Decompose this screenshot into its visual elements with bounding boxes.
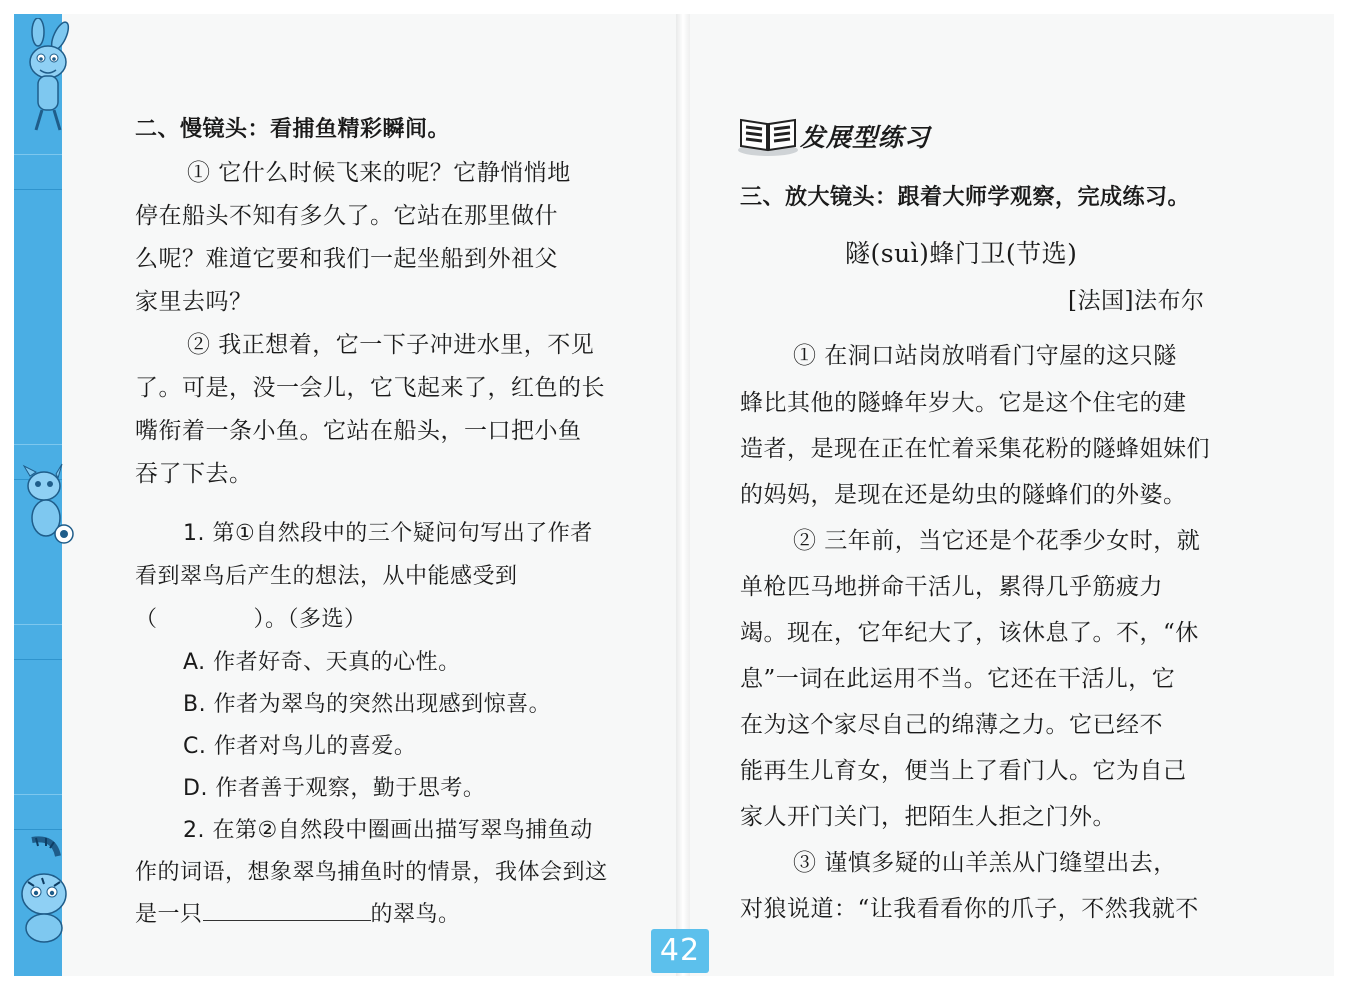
option-a: A. 作者好奇、天真的心性。 — [183, 650, 461, 675]
passage-line: 在为这个家尽自己的绵薄之力。它已经不 — [740, 712, 1163, 738]
passage-line: 吞了下去。 — [135, 461, 253, 487]
passage-line: 家人开门关门，把陌生人拒之门外。 — [740, 804, 1116, 830]
section-title-2: 二、慢镜头：看捕鱼精彩瞬间。 — [135, 117, 451, 142]
tiger-mascot-icon — [14, 836, 76, 946]
fill-prefix: 是一只 — [135, 902, 203, 927]
passage-line: 嘴衔着一条小鱼。它站在船头，一口把小鱼 — [135, 418, 582, 444]
section-title-3: 三、放大镜头：跟着大师学观察，完成练习。 — [740, 185, 1191, 210]
option-c: C. 作者对鸟儿的喜爱。 — [183, 734, 417, 759]
passage-line: 单枪匹马地拼命干活儿，累得几乎筋疲力 — [740, 574, 1163, 600]
passage-line: 造者，是现在正在忙着采集花粉的隧蜂姐妹们 — [740, 436, 1210, 462]
dog-mascot-icon — [18, 462, 78, 552]
passage-line: 对狼说道：“让我看看你的爪子，不然我就不 — [740, 896, 1199, 922]
fill-in-blank[interactable] — [203, 900, 371, 921]
passage-line: ② 三年前，当它还是个花季少女时，就 — [793, 528, 1201, 554]
fill-suffix: 的翠鸟。 — [370, 902, 461, 927]
page-number: 42 — [651, 929, 709, 973]
passage-line: 能再生儿育女，便当上了看门人。它为自己 — [740, 758, 1187, 784]
question-1-line: 看到翠鸟后产生的想法，从中能感受到 — [135, 564, 518, 589]
passage-line: 竭。现在，它年纪大了，该休息了。不，“休 — [740, 620, 1199, 646]
passage-line: ① 它什么时候飞来的呢？它静悄悄地 — [187, 160, 571, 186]
article-title: 隧(suì)蜂门卫(节选) — [845, 239, 1078, 268]
question-1-answer-line — [135, 602, 367, 633]
passage-line: ① 在洞口站岗放哨看门守屋的这只隧 — [793, 343, 1177, 369]
passage-line: 的妈妈，是现在还是幼虫的隧蜂们的外婆。 — [740, 482, 1187, 508]
question-1-line: 1. 第①自然段中的三个疑问句写出了作者 — [183, 521, 593, 546]
strip-tab — [14, 794, 62, 830]
article-author: [法国]法布尔 — [1068, 288, 1205, 314]
question-2-line: 2. 在第②自然段中圈画出描写翠鸟捕鱼动 — [183, 818, 593, 843]
answer-paren-open: （ — [135, 607, 158, 632]
book-gutter — [676, 14, 690, 976]
passage-line: ③ 谨慎多疑的山羊羔从门缝望出去， — [793, 850, 1177, 876]
passage-line: 了。可是，没一会儿，它飞起来了，红色的长 — [135, 375, 605, 401]
passage-line: 家里去吗？ — [135, 289, 253, 315]
option-d: D. 作者善于观察，勤于思考。 — [183, 776, 486, 801]
passage-line: ② 我正想着，它一下子冲进水里，不见 — [187, 332, 595, 358]
rabbit-mascot-icon — [16, 18, 80, 138]
question-2-answer-line — [135, 897, 461, 928]
passage-line: 息”一词在此运用不当。它还在干活儿，它 — [740, 666, 1176, 692]
answer-paren-close: ）。（多选） — [253, 607, 367, 632]
passage-line: 蜂比其他的隧蜂年岁大。它是这个住宅的建 — [740, 390, 1187, 416]
question-2-line: 作的词语，想象翠鸟捕鱼时的情景，我体会到这 — [135, 860, 608, 885]
passage-line: 停在船头不知有多久了。它站在那里做什 — [135, 203, 558, 229]
strip-tab — [14, 154, 62, 190]
strip-tab — [14, 624, 62, 660]
option-b: B. 作者为翠鸟的突然出现感到惊喜。 — [183, 692, 552, 717]
passage-line: 么呢？难道它要和我们一起坐船到外祖父 — [135, 246, 558, 272]
practice-section-title: 发展型练习 — [800, 123, 931, 152]
book-logo-icon — [737, 114, 799, 156]
